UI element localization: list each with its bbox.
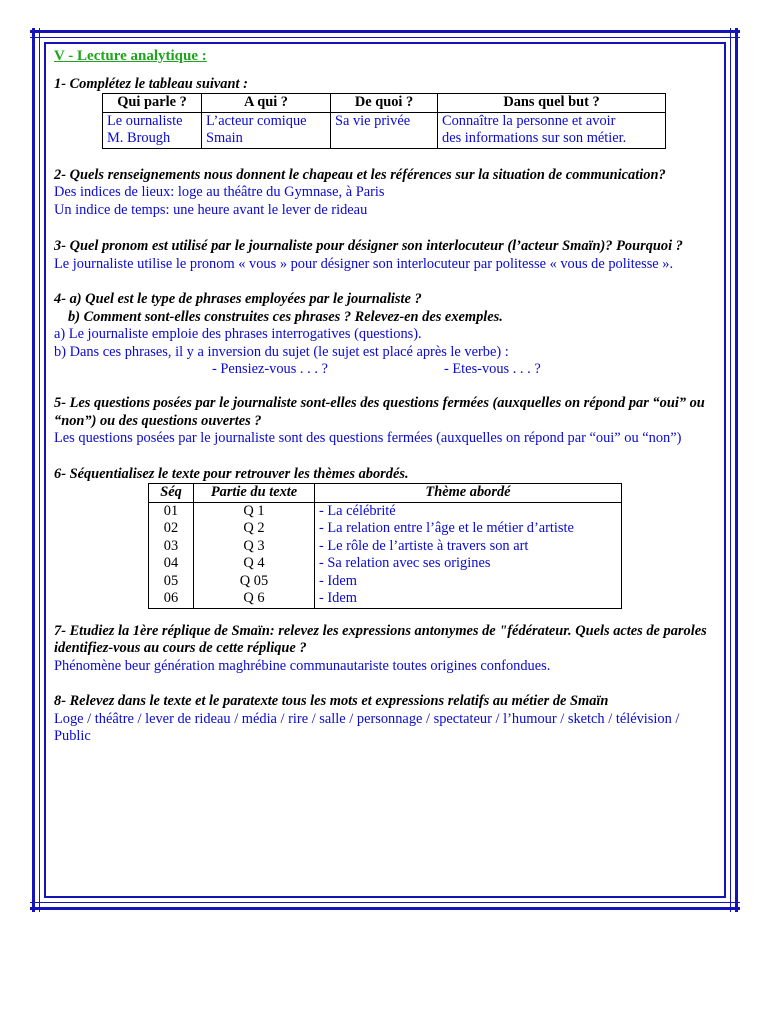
question-1: 1- Complétez le tableau suivant : xyxy=(54,75,248,92)
question-4a: 4- a) Quel est le type de phrases employées par le journaliste ? xyxy=(54,291,422,307)
table-cell: - Idem xyxy=(315,573,622,591)
examples-line xyxy=(54,361,716,379)
table-row xyxy=(149,573,622,591)
table-header: Thème abordé xyxy=(315,484,622,503)
table-cell: 05 xyxy=(149,573,194,591)
table-cell: 02 xyxy=(149,520,194,538)
table-row xyxy=(149,520,622,538)
document-body xyxy=(54,48,716,746)
table-header: Dans quel but ? xyxy=(438,94,666,113)
table-cell: 04 xyxy=(149,555,194,573)
question-2: 2- Quels renseignements nous donnent le chapeau et les références sur la situation de communication? xyxy=(54,166,666,183)
answer-4b: b) Dans ces phrases, il y a inversion du sujet (le sujet est placé après le verbe) : xyxy=(54,343,509,360)
table-cell: - La relation entre l’âge et le métier d’artiste xyxy=(315,520,622,538)
question-3: 3- Quel pronom est utilisé par le journaliste pour désigner son interlocuteur (l’acteur Smaïn)? Pourquoi ? xyxy=(54,238,683,254)
question-5: 5- Les questions posées par le journaliste sont-elles des questions fermées (auxquelles on répond par “oui” ou “non”) ou des questions ouvertes ? xyxy=(54,395,705,429)
table-cell: 01 xyxy=(149,502,194,520)
table-cell: 06 xyxy=(149,590,194,608)
table-row xyxy=(149,555,622,573)
table-row xyxy=(149,502,622,520)
example-1: - Pensiez-vous . . . ? xyxy=(212,361,328,377)
table-cell: Q 6 xyxy=(194,590,315,608)
table-cell: 03 xyxy=(149,538,194,556)
table-cell: L’acteur comique Smain xyxy=(202,112,331,148)
table-cell: Le ournaliste M. Brough xyxy=(103,112,202,148)
table-cell: - Idem xyxy=(315,590,622,608)
question-6: 6- Séquentialisez le texte pour retrouver les thèmes abordés. xyxy=(54,465,409,482)
table-cell: Connaître la personne et avoir des informations sur son métier. xyxy=(438,112,666,148)
answer-4a: a) Le journaliste emploie des phrases interrogatives (questions). xyxy=(54,326,422,342)
answer-2-line: Un indice de temps: une heure avant le lever de rideau xyxy=(54,201,368,218)
table-cell: Q 3 xyxy=(194,538,315,556)
answer-8: Loge / théâtre / lever de rideau / média / rire / salle / personnage / spectateur / l’humour / sketch / télévision / Public xyxy=(54,710,680,744)
answer-3: Le journaliste utilise le pronom « vous » pour désigner son interlocuteur par politesse « vous de politesse ». xyxy=(54,255,674,272)
table-cell: Q 1 xyxy=(194,502,315,520)
table-sequences xyxy=(148,483,622,609)
question-7: 7- Etudiez la 1ère réplique de Smaïn: relevez les expressions antonymes de "fédérateur. Quels actes de paroles identifiez-vous au cours de cette réplique ? xyxy=(54,622,707,656)
table-cell: Q 2 xyxy=(194,520,315,538)
table-cell: - La célébrité xyxy=(315,502,622,520)
table-cell: Q 05 xyxy=(194,573,315,591)
example-2: - Etes-vous . . . ? xyxy=(444,361,541,377)
answer-2-line: Des indices de lieux: loge au théâtre du Gymnase, à Paris xyxy=(54,184,385,200)
table-cell: - Sa relation avec ses origines xyxy=(315,555,622,573)
table-cell: Sa vie privée xyxy=(331,112,438,148)
table-cell: - Le rôle de l’artiste à travers son art xyxy=(315,538,622,556)
question-4b: b) Comment sont-elles construites ces phrases ? Relevez-en des exemples. xyxy=(68,308,503,325)
table-header: Partie du texte xyxy=(194,484,315,503)
table-header: Séq xyxy=(149,484,194,503)
table-header: Qui parle ? xyxy=(103,94,202,113)
table-row xyxy=(149,590,622,608)
question-8: 8- Relevez dans le texte et le paratexte tous les mots et expressions relatifs au métier de Smaïn xyxy=(54,693,609,709)
table-header: A qui ? xyxy=(202,94,331,113)
table-row xyxy=(149,538,622,556)
table-header: De quoi ? xyxy=(331,94,438,113)
table-interlocuteurs xyxy=(102,93,666,149)
answer-5: Les questions posées par le journaliste sont des questions fermées (auxquelles on répond par “oui” ou “non”) xyxy=(54,430,682,446)
answer-7: Phénomène beur génération maghrébine communautariste toutes origines confondues. xyxy=(54,657,551,674)
section-title: V - Lecture analytique : xyxy=(54,48,207,64)
table-cell: Q 4 xyxy=(194,555,315,573)
